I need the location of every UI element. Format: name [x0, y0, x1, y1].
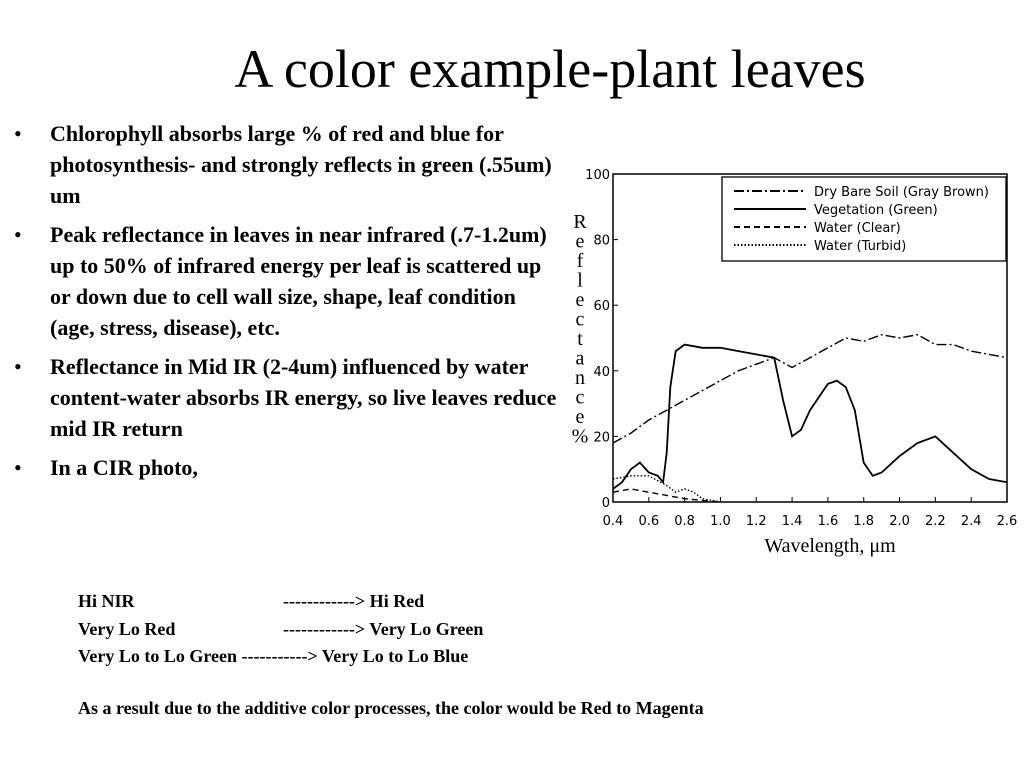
legend-label: Vegetation (Green)	[814, 203, 938, 218]
x-tick-label: 1.2	[745, 514, 767, 529]
x-tick-label: 0.8	[674, 514, 695, 529]
mapping-to: ------------> Very Lo Green	[283, 618, 484, 639]
bullet-list	[14, 118, 564, 491]
bullet-dot-icon: •	[14, 222, 22, 247]
x-tick-label: 2.0	[889, 514, 910, 529]
bullet-item	[14, 351, 564, 444]
reflectance-chart-svg	[560, 160, 1020, 560]
bullet-item	[14, 452, 564, 483]
y-axis-label-char: f	[576, 250, 584, 272]
y-tick-label: 20	[593, 430, 610, 446]
bullet-item	[14, 219, 564, 343]
series-line	[613, 335, 1007, 443]
mapping-to: -----------> Very Lo to Lo Blue	[241, 646, 469, 666]
mapping-from: Hi NIR	[78, 591, 135, 611]
y-axis-label-char: R	[573, 211, 587, 233]
mapping-row	[78, 588, 483, 616]
legend-label: Water (Turbid)	[814, 239, 907, 254]
x-tick-label: 0.6	[638, 514, 660, 529]
result-text: As a result due to the additive color processes, the color would be Red to Magenta	[78, 698, 704, 718]
y-tick-label: 80	[593, 233, 610, 249]
bullet-dot-icon: •	[14, 455, 22, 480]
bullet-item	[14, 118, 564, 211]
y-axis-label-char: %	[571, 425, 589, 448]
y-axis-label-char: c	[575, 308, 585, 331]
series-line	[613, 476, 721, 502]
x-tick-label: 1.0	[710, 514, 731, 529]
y-axis-label-char: t	[577, 328, 583, 350]
bullet-text: In a CIR photo,	[50, 455, 198, 480]
x-tick-label: 2.6	[996, 514, 1018, 529]
bullet-text: Peak reflectance in leaves in near infrared (.7-1.2um) up to 50% of infrared energy per leaf is scattered up or down due to cell wall size, shape, leaf condition (age, stress, disease), etc.	[50, 222, 547, 340]
reflectance-chart	[560, 160, 1020, 560]
x-tick-label: 1.8	[853, 514, 875, 529]
x-tick-label: 2.4	[960, 514, 982, 529]
y-axis-label-char: c	[575, 386, 585, 409]
mapping-from: Very Lo Red	[78, 618, 176, 639]
y-axis-label-char: a	[575, 347, 585, 370]
y-tick-label: 60	[593, 299, 610, 315]
series-line	[613, 489, 721, 502]
y-tick-label: 40	[593, 364, 610, 380]
y-axis-label-char: l	[577, 269, 583, 292]
mapping-from: Very Lo to Lo Green	[78, 646, 237, 666]
y-tick-label: 100	[585, 168, 610, 183]
bullet-text: Chlorophyll absorbs large % of red and blue for photosynthesis- and strongly reflects in green (.55um) um	[50, 121, 552, 208]
x-axis-label: Wavelength, μm	[764, 535, 896, 557]
y-tick-label: 0	[601, 496, 610, 511]
y-axis-label-char: n	[575, 367, 585, 389]
y-axis-label-char: e	[575, 230, 585, 253]
legend-label: Water (Clear)	[814, 221, 901, 236]
slide-title: A color example-plant leaves	[234, 39, 866, 99]
x-tick-label: 2.2	[925, 514, 946, 529]
cir-mapping	[78, 588, 483, 671]
y-axis-label-char: e	[575, 289, 585, 311]
series-line	[613, 345, 1007, 489]
bullet-dot-icon: •	[14, 121, 22, 146]
mapping-to: ------------> Hi Red	[283, 591, 425, 611]
x-tick-label: 1.4	[781, 514, 803, 529]
x-tick-label: 1.6	[817, 514, 839, 529]
bullet-text: Reflectance in Mid IR (2-4um) influenced by water content-water absorbs IR energy, so live leaves reduce mid IR return	[50, 354, 557, 441]
legend-label: Dry Bare Soil (Gray Brown)	[814, 185, 989, 200]
y-axis-label-char: e	[575, 406, 585, 428]
bullet-dot-icon: •	[14, 354, 22, 379]
mapping-row	[78, 616, 483, 644]
mapping-row	[78, 643, 483, 671]
x-tick-label: 0.4	[602, 514, 624, 529]
